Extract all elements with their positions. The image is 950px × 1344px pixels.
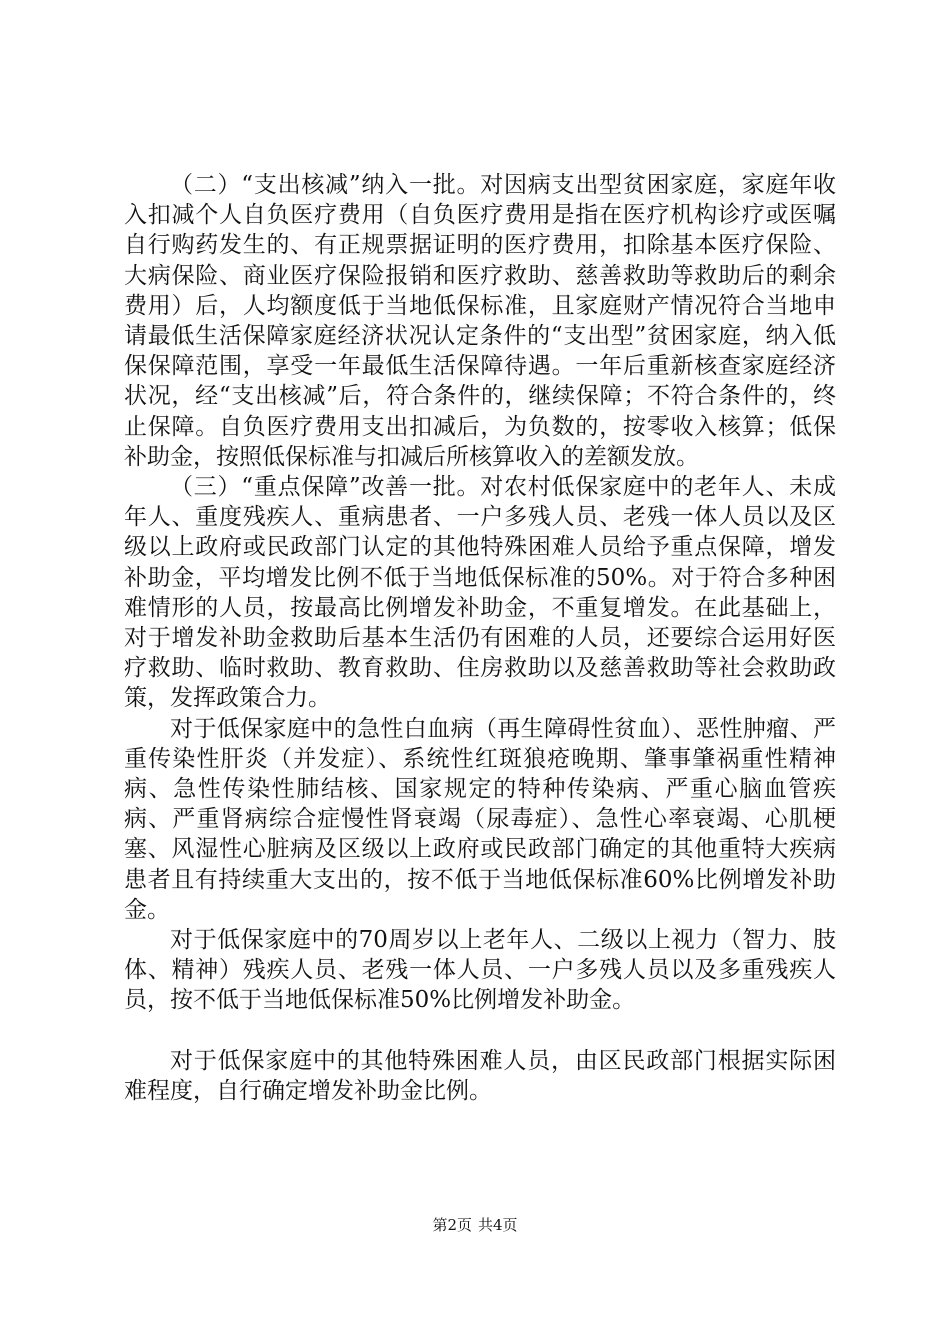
page-number-current: 第2页: [432, 1216, 472, 1234]
page-number-total: 共4页: [478, 1216, 518, 1234]
paragraph-serious-illness: 对于低保家庭中的急性白血病（再生障碍性贫血）、恶性肿瘤、严重传染性肝炎（并发症）、系统性红斑狼疮晚期、肇事肇祸重性精神病、急性传染性肺结核、国家规定的特种传染病、严重心脑血管疾病、严重肾病综合症慢性肾衰竭（尿毒症）、急性心率衰竭、心肌梗塞、风湿性心脏病及区级以上政府或民政部门确定的其他重特大疾病患者且有持续重大支出的，按不低于当地低保标准60%比例增发补助金。: [124, 715, 836, 923]
paragraph-key-protection: （三）“重点保障”改善一批。对农村低保家庭中的老年人、未成年人、重度残疾人、重病患者、一户多残人员、老残一体人员以及区级以上政府或民政部门认定的其他特殊困难人员给予重点保障，增发补助金，平均增发比例不低于当地低保标准的50%。对于符合多种困难情形的人员，按最高比例增发补助金，不重复增发。在此基础上，对于增发补助金救助后基本生活仍有困难的人员，还要综合运用好医疗救助、临时救助、教育救助、住房救助以及慈善救助等社会救助政策，发挥政策合力。: [124, 474, 836, 712]
paragraph-other-special: 对于低保家庭中的其他特殊困难人员，由区民政部门根据实际困难程度，自行确定增发补助金比例。: [124, 1047, 836, 1104]
page-footer: [0, 1215, 950, 1235]
paragraph-elderly-disabled: 对于低保家庭中的70周岁以上老年人、二级以上视力（智力、肢体、精神）残疾人员、老残一体人员、一户多残人员以及多重残疾人员，按不低于当地低保标准50%比例增发补助金。: [124, 927, 836, 1014]
paragraph-expenditure-deduction: （二）“支出核减”纳入一批。对因病支出型贫困家庭，家庭年收入扣减个人自负医疗费用（自负医疗费用是指在医疗机构诊疗或医嘱自行购药发生的、有正规票据证明的医疗费用，扣除基本医疗保险、大病保险、商业医疗保险报销和医疗救助、慈善救助等救助后的剩余费用）后，人均额度低于当地低保标准，且家庭财产情况符合当地申请最低生活保障家庭经济状况认定条件的“支出型”贫困家庭，纳入低保保障范围，享受一年最低生活保障待遇。一年后重新核查家庭经济状况，经“支出核减”后，符合条件的，继续保障；不符合条件的，终止保障。自负医疗费用支出扣减后，为负数的，按零收入核算；低保补助金，按照低保标准与扣减后所核算收入的差额发放。: [124, 172, 836, 470]
document-body: [124, 170, 836, 1106]
